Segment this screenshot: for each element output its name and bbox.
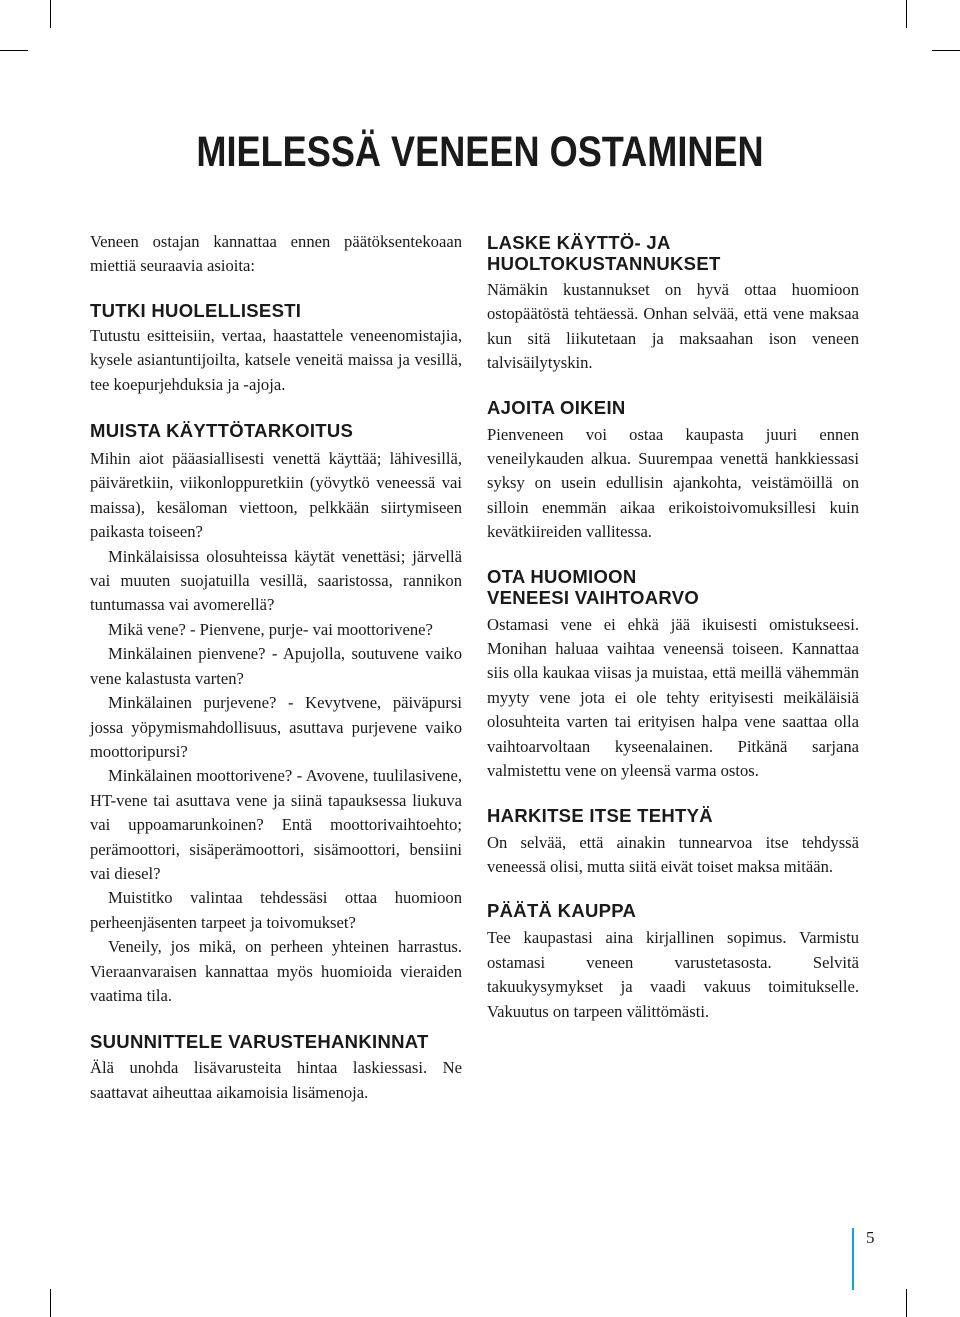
heading-laske: LASKE KÄYTTÖ- JA HUOLTOKUSTANNUKSET	[487, 232, 721, 274]
intro-paragraph: Veneen ostajan kannattaa ennen päätöksentekoaan miettiä seuraavia asioita:	[90, 232, 462, 276]
laske-text: Nämäkin kustannukset on hyvä ottaa huomioon ostopäätöstä tehtäessä. Onhan selvää, että vene maksaa kun sitä liikutetaan ja maksaahan ison veneen talvisäilytyskin.	[487, 280, 859, 373]
heading-ota-huomioon: OTA HUOMIOON VENEESI VAIHTOARVO	[487, 565, 700, 608]
heading-muista: MUISTA KÄYTTÖTARKOITUS	[90, 420, 354, 442]
tutki-text: Tutustu esitteisiin, vertaa, haastattele veneenomistajia, kysele asiantuntijoilta, katsele veneitä maissa ja vesillä, tee koepurjehduksia ja -ajoja.	[90, 325, 462, 394]
right-column	[487, 232, 859, 1024]
crop-mark	[906, 1289, 907, 1317]
heading-tutki: TUTKI HUOLELLISESTI	[90, 299, 302, 321]
left-column	[90, 230, 462, 1105]
crop-mark	[0, 50, 28, 51]
page-title: MIELESSÄ VENEEN OSTAMINEN	[196, 128, 764, 176]
heading-paata: PÄÄTÄ KAUPPA	[487, 900, 637, 922]
harkitse-text: On selvää, että ainakin tunnearvoa itse tehdyssä veneessä olisi, mutta siitä eivät toiset maksa mitään.	[487, 832, 859, 876]
crop-mark	[50, 0, 51, 28]
page-number-accent-bar	[852, 1228, 854, 1290]
heading-suunnittele: SUUNNITTELE VARUSTEHANKINNAT	[90, 1031, 429, 1053]
crop-mark	[50, 1289, 51, 1317]
crop-mark	[932, 50, 960, 51]
page-number: 5	[866, 1228, 875, 1247]
muista-text: Mihin aiot pääasiallisesti venettä käyttää; lähivesillä, päiväretkiin, viikonloppuretkiin (yövytkö veneessä vai maissa), kesäloman viettoon, pelkkään siirtymiseen paikasta toiseen? Minkälaisissa olosuhteissa käytät venettäsi; järvellä vai muuten suojatuilla vesillä, saaristossa, rannikon tuntumassa vai avomerellä? Mikä vene? - Pienvene, purje- vai moottorivene? Minkälainen pienvene? - Apujolla, soutuvene vaiko vene kalastusta varten? Minkälainen purjevene? - Kevytvene, päiväpursi jossa yöpymismahdollisuus, asuttava purjevene vaiko moottoripursi? Minkälainen moottorivene? - Avovene, tuulilasivene, HT-vene tai asuttava vene ja siinä tapauksessa liukuva vai uppoamarunkoinen? Entä moottorivaihtoehto; perämoottori, sisäperämoottori, sisämoottori, bensiini vai diesel? Muistitko valintaa tehdessäsi ottaa huomioon perheenjäsenten tarpeet ja toivomukset? Veneily, jos mikä, on perheen yhteinen harrastus. Vieraanvaraisen kannattaa myös huomioida vieraiden vaatima tila.	[90, 449, 462, 1005]
ota-huomioon-text: Ostamasi vene ei ehkä jää ikuisesti omistukseesi. Monihan haluaa vaihtaa veneensä toiseen. Kannattaa siis olla kaukaa viisas ja muistaa, että meillä vähemmän myyty vene jota ei ole tehty erityisesti meikäläisiä olosuhteita varten tai erityisen halpa vene saattaa olla vaihtoarvoltaan kyseenalainen. Pitkänä sarjana valmistettu vene on yleensä varma ostos.	[487, 614, 859, 781]
heading-ajoita: AJOITA OIKEIN	[487, 396, 626, 418]
paata-text: Tee kaupastasi aina kirjallinen sopimus. Varmistu ostamasi veneen varustetasosta. Selvitä takuukysymykset ja vaadi vakuus toimitukselle. Vakuutus on tarpeen välittömästi.	[487, 928, 859, 1021]
intro-text	[90, 230, 462, 279]
ajoita-text: Pienveneen voi ostaa kaupasta juuri ennen veneilykauden alkua. Suurempaa venettä hankkiessasi syksy on usein edullisin ajankohta, veistämöillä on silloin enemmän aikaa erikoistoivomuksillesi kuin kevätkiireiden vallitessa.	[487, 424, 859, 542]
suunnittele-text: Älä unohda lisävarusteita hintaa laskiessasi. Ne saattavat aiheuttaa aikamoisia lisämenoja.	[90, 1058, 462, 1102]
crop-mark	[906, 0, 907, 28]
heading-harkitse: HARKITSE ITSE TEHTYÄ	[487, 804, 713, 826]
